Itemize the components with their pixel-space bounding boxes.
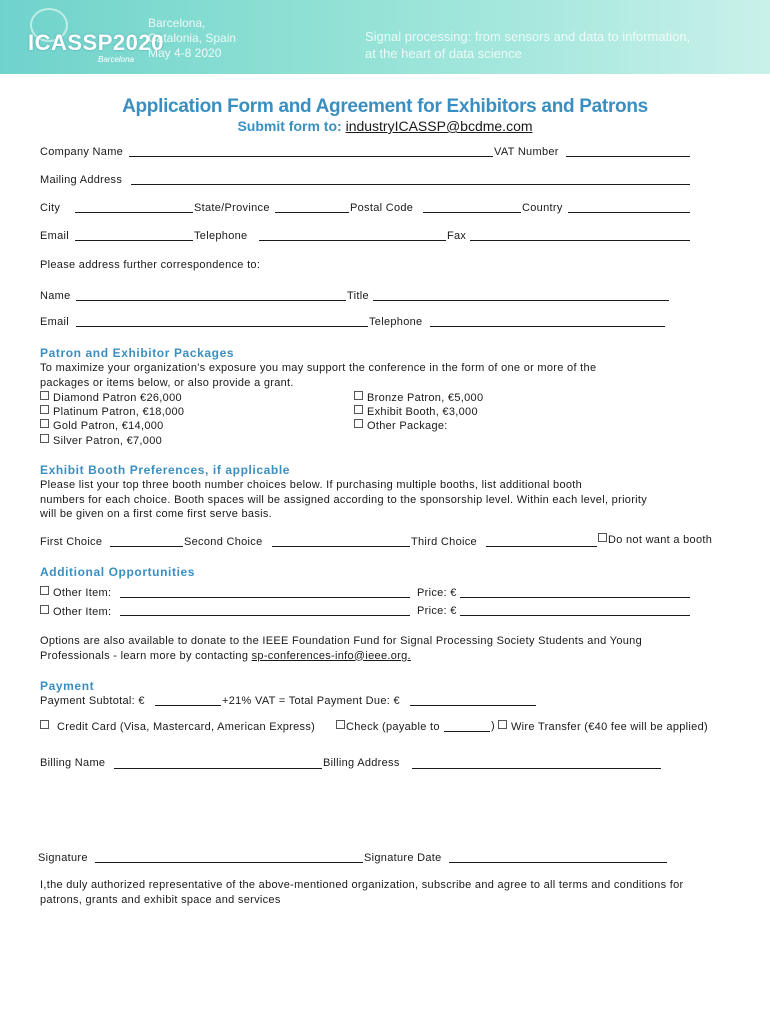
booth-heading: Exhibit Booth Preferences, if applicable: [40, 463, 291, 477]
second-choice-label: Second Choice: [184, 536, 263, 548]
package-option-gold[interactable]: [40, 419, 164, 432]
other-item-2[interactable]: [40, 605, 111, 618]
additional-heading: Additional Opportunities: [40, 565, 196, 579]
vat-number-field[interactable]: [566, 156, 690, 157]
payment-check-option[interactable]: [336, 720, 440, 733]
third-choice-field[interactable]: [486, 546, 597, 547]
package-option-other[interactable]: [354, 419, 448, 432]
state-field[interactable]: [275, 212, 349, 213]
checkbox[interactable]: [354, 419, 363, 428]
price-2-field[interactable]: [460, 615, 690, 616]
payment-heading: Payment: [40, 679, 95, 693]
package-label: Bronze Patron, €5,000: [367, 392, 484, 404]
subtotal-field[interactable]: [155, 705, 221, 706]
packages-intro-line: To maximize your organization's exposure you may support the conference in the form of one or more of the: [40, 362, 597, 374]
no-booth-option[interactable]: [598, 533, 712, 546]
city-field[interactable]: [75, 212, 193, 213]
location-line: Barcelona,: [148, 16, 206, 30]
package-label: Other Package:: [367, 420, 448, 432]
check-label: Check (payable to: [346, 721, 440, 733]
package-label: Silver Patron, €7,000: [53, 435, 163, 447]
package-label: Platinum Patron, €18,000: [53, 406, 185, 418]
checkbox[interactable]: [40, 605, 49, 614]
package-option-exhibit-booth[interactable]: [354, 405, 478, 418]
package-option-bronze[interactable]: [354, 391, 483, 404]
vat-number-label: VAT Number: [494, 146, 559, 158]
contact-email-label: Email: [40, 316, 70, 328]
package-label: Gold Patron, €14,000: [53, 420, 164, 432]
payment-wire-option[interactable]: [498, 720, 708, 733]
location-block: [148, 16, 236, 61]
checkbox[interactable]: [40, 586, 49, 595]
company-name-label: Company Name: [40, 146, 124, 158]
packages-intro: [40, 361, 596, 390]
slogan-line: at the heart of data science: [365, 46, 522, 61]
header-banner: [0, 0, 770, 74]
email-label: Email: [40, 230, 70, 242]
checkbox[interactable]: [40, 434, 49, 443]
state-label: State/Province: [194, 202, 270, 214]
package-option-platinum[interactable]: [40, 405, 184, 418]
first-choice-label: First Choice: [40, 536, 103, 548]
checkbox[interactable]: [40, 419, 49, 428]
email-field[interactable]: [75, 240, 193, 241]
mailing-address-label: Mailing Address: [40, 174, 123, 186]
billing-name-label: Billing Name: [40, 757, 106, 769]
booth-instructions: [40, 478, 647, 522]
mailing-address-field[interactable]: [131, 184, 690, 185]
no-booth-label: Do not want a booth: [608, 534, 713, 546]
package-label: Exhibit Booth, €3,000: [367, 406, 478, 418]
agreement-line: I,the duly authorized representative of the above-mentioned organization, subscribe and agree to all terms and conditions for: [40, 879, 684, 891]
other-item-1[interactable]: [40, 586, 111, 599]
credit-card-label: Credit Card (Visa, Mastercard, American Express): [57, 721, 316, 733]
checkbox[interactable]: [498, 720, 507, 729]
booth-instructions-line: will be given on a first come first serve basis.: [40, 508, 273, 520]
contact-email-field[interactable]: [76, 326, 368, 327]
package-label: Diamond Patron €26,000: [53, 392, 182, 404]
billing-name-field[interactable]: [114, 768, 322, 769]
billing-address-label: Billing Address: [323, 757, 400, 769]
billing-address-field[interactable]: [412, 768, 661, 769]
fax-label: Fax: [447, 230, 467, 242]
signature-label: Signature: [38, 852, 88, 864]
total-due-field[interactable]: [410, 705, 536, 706]
contact-title-field[interactable]: [373, 300, 669, 301]
wire-label: Wire Transfer (€40 fee will be applied): [511, 721, 708, 733]
signature-date-label: Signature Date: [364, 852, 442, 864]
company-name-field[interactable]: [129, 156, 493, 157]
packages-intro-line: packages or items below, or also provide a grant.: [40, 376, 294, 389]
correspondence-instruction: Please address further correspondence to:: [40, 259, 261, 271]
checkbox[interactable]: [40, 405, 49, 414]
telephone-field[interactable]: [259, 240, 446, 241]
slogan-line: Signal processing: from sensors and data to information,: [365, 29, 691, 44]
contact-title-label: Title: [347, 290, 369, 302]
submit-instruction: [0, 118, 770, 134]
booth-instructions-line: Please list your top three booth number choices below. If purchasing multiple booths, list additional booth: [40, 479, 583, 491]
agreement-line: patrons, grants and exhibit space and services: [40, 893, 281, 906]
submit-email-link[interactable]: industryICASSP@bcdme.com: [345, 118, 533, 134]
postal-code-field[interactable]: [423, 212, 521, 213]
logo-subtitle: Barcelona: [98, 55, 135, 64]
check-payee-field[interactable]: [444, 731, 490, 732]
signature-date-field[interactable]: [449, 862, 667, 863]
third-choice-label: Third Choice: [411, 536, 477, 548]
package-option-diamond[interactable]: [40, 391, 182, 404]
other-item-label: Other Item:: [53, 606, 112, 618]
agreement-statement: [40, 878, 683, 907]
postal-code-label: Postal Code: [350, 202, 414, 214]
page-title: Application Form and Agreement for Exhibitors and Patrons: [122, 96, 648, 117]
slogan: [365, 28, 690, 62]
price-label: Price: €: [417, 587, 457, 599]
first-choice-field[interactable]: [110, 546, 183, 547]
checkbox[interactable]: [598, 533, 607, 542]
checkbox[interactable]: [354, 391, 363, 400]
other-item-2-field[interactable]: [120, 615, 410, 616]
price-label: Price: €: [417, 605, 457, 617]
donation-line: Options are also available to donate to the IEEE Foundation Fund for Signal Processing Society Students and Young: [40, 635, 642, 647]
donation-line: Professionals - learn more by contacting: [40, 649, 249, 662]
package-option-silver[interactable]: [40, 434, 162, 447]
price-1-field[interactable]: [460, 597, 690, 598]
second-choice-field[interactable]: [272, 546, 410, 547]
conference-logo: ICASSP2020: [28, 30, 164, 55]
payment-credit-card-option[interactable]: [40, 720, 315, 733]
submit-label: Submit form to:: [237, 118, 342, 134]
vat-total-label: +21% VAT = Total Payment Due: €: [222, 695, 400, 707]
packages-heading: Patron and Exhibitor Packages: [40, 346, 235, 360]
contact-telephone-field[interactable]: [430, 326, 665, 327]
checkbox[interactable]: [336, 720, 345, 729]
city-label: City: [40, 202, 61, 214]
signature-field[interactable]: [95, 862, 363, 863]
location-line: May 4-8 2020: [148, 46, 222, 60]
location-line: Catalonia, Spain: [148, 31, 237, 45]
fax-field[interactable]: [470, 240, 690, 241]
other-item-label: Other Item:: [53, 587, 112, 599]
checkbox[interactable]: [40, 391, 49, 400]
country-label: Country: [522, 202, 563, 214]
check-close-paren: ): [491, 720, 495, 732]
subtotal-label: Payment Subtotal: €: [40, 695, 145, 707]
contact-telephone-label: Telephone: [369, 316, 423, 328]
country-field[interactable]: [568, 212, 690, 213]
booth-instructions-line: numbers for each choice. Booth spaces will be assigned according to the sponsorship level. Within each level, priority: [40, 493, 648, 506]
donation-note: [40, 634, 642, 663]
checkbox[interactable]: [40, 720, 49, 729]
telephone-label: Telephone: [194, 230, 248, 242]
donation-email-link[interactable]: sp-conferences-info@ieee.org.: [251, 649, 411, 662]
contact-name-label: Name: [40, 290, 71, 302]
contact-name-field[interactable]: [76, 300, 346, 301]
other-item-1-field[interactable]: [120, 597, 410, 598]
checkbox[interactable]: [354, 405, 363, 414]
